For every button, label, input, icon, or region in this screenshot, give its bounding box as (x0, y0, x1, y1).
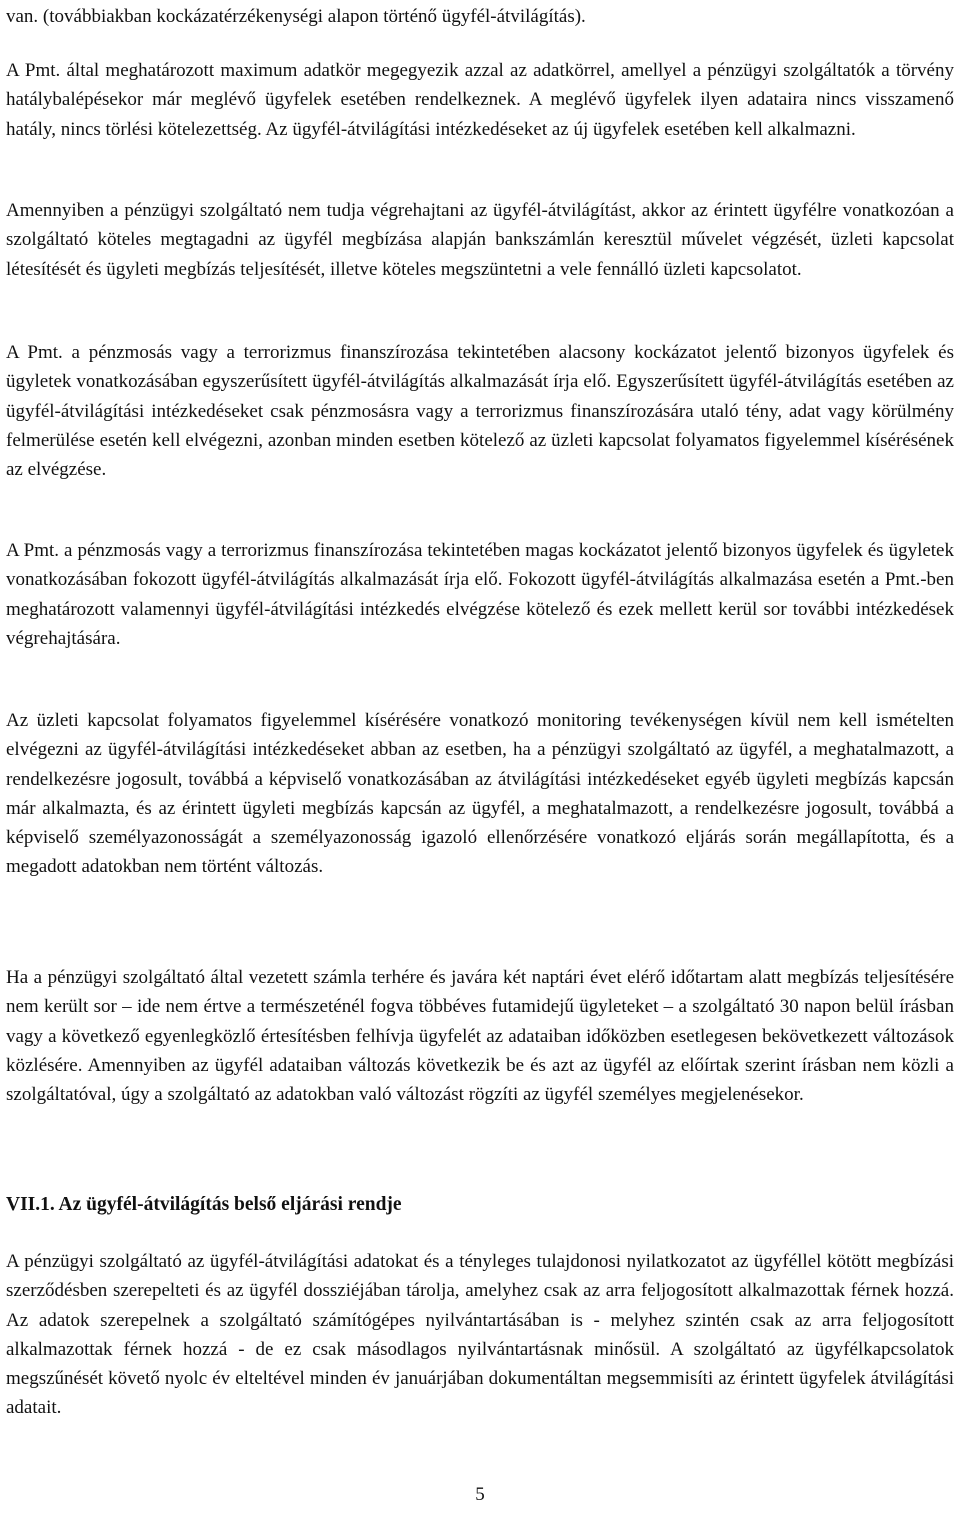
paragraph-refusal: Amennyiben a pénzügyi szolgáltató nem tudja végrehajtani az ügyfél-átvilágítást, akkor az érintett ügyfélre vonatkozóan a szolgáltató köteles megtagadni az ügyfél megbízása alapján bankszámlán keresztül művelet végzését, üzleti kapcsolat létesítését és ügyleti megbízás teljesítését, illetve köteles megszüntetni a vele fennálló üzleti kapcsolatot. (6, 200, 954, 280)
paragraph-simplified-cdd: A Pmt. a pénzmosás vagy a terrorizmus finanszírozása tekintetében alacsony kockázatot jelentő bizonyos ügyfelek és ügyletek vonatkozásában egyszerűsített ügyfél-átvilágítás alkalmazását írja elő. Egyszerűsített ügyfél-átvilágítás esetében az ügyfél-átvilágítási intézkedéseket csak pénzmosásra vagy a terrorizmus finanszírozására utaló tény, adat vagy körülmény felmerülése esetén kell elvégezni, azonban minden esetben kötelező az üzleti kapcsolat folyamatos figyelemmel kísérésének az elvégzése. (6, 342, 954, 481)
paragraph-intro-fragment: van. (továbbiakban kockázatérzékenységi alapon történő ügyfél-átvilágítás). (6, 6, 586, 27)
section-heading: VII.1. Az ügyfél-átvilágítás belső eljárási rendje (6, 1194, 402, 1215)
paragraph-monitoring: Az üzleti kapcsolat folyamatos figyelemmel kísérésére vonatkozó monitoring tevékenységen kívül nem kell ismételten elvégezni az ügyfél-átvilágítási intézkedéseket abban az esetben, ha a pénzügyi szolgáltató az ügyfél, a meghatalmazott, a rendelkezésre jogosult, továbbá a képviselő vonatkozásában az átvilágítási intézkedéseket egyéb ügyleti megbízás kapcsán már alkalmazta, és az érintett ügyleti megbízás kapcsán az ügyfél, a meghatalmazott, a rendelkezésre jogosult, továbbá a képviselő személyazonosságát a személyazonosság igazoló ellenőrzésére vonatkozó eljárás során megállapította, és a megadott adatokban nem történt változás. (6, 710, 954, 878)
page-number: 5 (475, 1484, 485, 1505)
paragraph-enhanced-cdd: A Pmt. a pénzmosás vagy a terrorizmus finanszírozása tekintetében magas kockázatot jelentő bizonyos ügyfelek és ügyletek vonatkozásában fokozott ügyfél-átvilágítás alkalmazását írja elő. Fokozott ügyfél-átvilágítás alkalmazása esetén a Pmt.-ben meghatározott valamennyi ügyfél-átvilágítási intézkedés elvégzése kötelező és ezek mellett kerül sor további intézkedések végrehajtására. (6, 540, 954, 649)
paragraph-max-data-scope: A Pmt. által meghatározott maximum adatkör megegyezik azzal az adatkörrel, amellyel a pénzügyi szolgáltatók a törvény hatálybalépésekor már meglévő ügyfelek esetében rendelkeznek. A meglévő ügyfelek ilyen adataira nincs visszamenő hatály, nincs törlési kötelezettség. Az ügyfél-átvilágítási intézkedéseket az új ügyfelek esetében kell alkalmazni. (6, 60, 954, 140)
paragraph-dormant-accounts: Ha a pénzügyi szolgáltató által vezetett számla terhére és javára két naptári évet elérő időtartam alatt megbízás teljesítésére nem került sor – ide nem értve a természeténél fogva többéves futamidejű ügyleteket – a szolgáltató 30 napon belül írásban vagy a következő egyenlegközlő értesítésben felhívja ügyfelét az adataiban időközben esetlegesen bekövetkezett változások közlésére. Amennyiben az ügyfél adataiban változás következik be és azt az ügyfél az előírtak szerint írásban nem közli a szolgáltatóval, úgy a szolgáltató az adatokban való változást rögzíti az ügyfél személyes megjelenésekor. (6, 967, 954, 1106)
paragraph-internal-procedure: A pénzügyi szolgáltató az ügyfél-átvilágítási adatokat és a tényleges tulajdonosi nyilatkozatot az ügyféllel kötött megbízási szerződésben szerepelteti és az ügyfél dossziéjában tárolja, amelyhez csak az arra feljogosított alkalmazottak férnek hozzá. Az adatok szerepelnek a szolgáltató számítógépes nyilvántartásában is - melyhez szintén csak az arra feljogosított alkalmazottak férnek hozzá - de ez csak másodlagos nyilvántartásnak minősül. A szolgáltató az ügyfélkapcsolatok megszűnését követő nyolc év elteltével minden év januárjában dokumentáltan megsemmisíti az érintett ügyfelek átvilágítási adatait. (6, 1251, 954, 1419)
